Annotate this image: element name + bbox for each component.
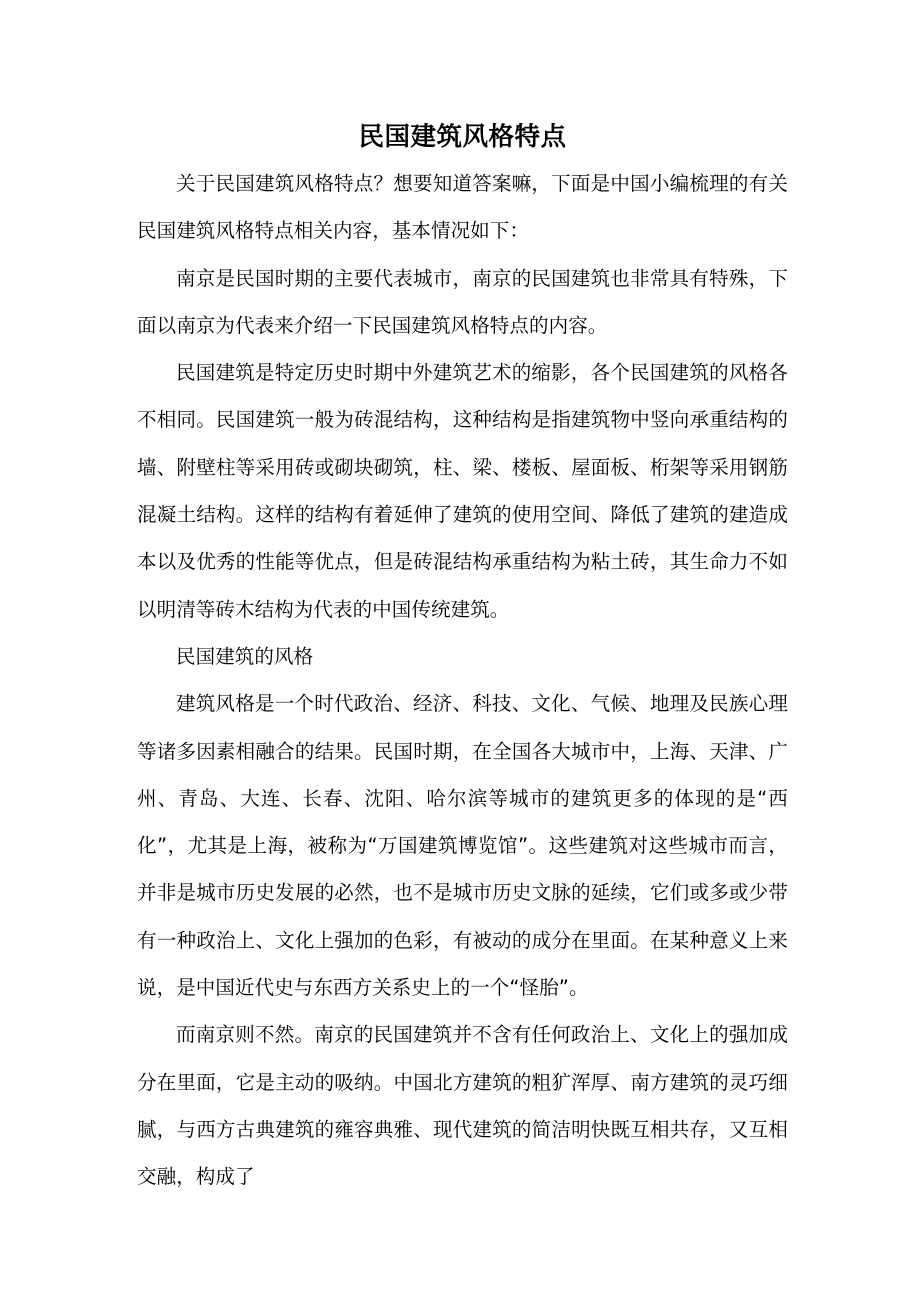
page-content-area [137,0,788,1302]
paragraph-style-factors-westernization: 建筑风格是一个时代政治、经济、科技、文化、气候、地理及民族心理等诸多因素相融合的结果。民国时期，在全国各大城市中，上海、天津、广州、青岛、大连、长春、沈阳、哈尔滨等城市的建筑更多的体现的是“西化”，尤其是上海，被称为“万国建筑博览馆”。这些建筑对这些城市而言，并非是城市历史发展的必然，也不是城市历史文脉的延续，它们或多或少带有一种政治上、文化上强加的色彩，有被动的成分在里面。在某种意义上来说，是中国近代史与东西方关系史上的一个“怪胎”。 [137,692,788,1000]
subheading-architecture-style: 民国建筑的风格 [176,644,314,668]
page-title: 民国建筑风格特点 [358,122,567,153]
paragraph-nanjing-representative: 南京是民国时期的主要代表城市，南京的民国建筑也非常具有特殊，下面以南京为代表来介绍一下民国建筑风格特点的内容。 [137,266,788,337]
paragraph-brick-concrete-structure: 民国建筑是特定历史时期中外建筑艺术的缩影，各个民国建筑的风格各不相同。民国建筑一般为砖混结构，这种结构是指建筑物中竖向承重结构的墙、附壁柱等采用砖或砌块砌筑，柱、梁、楼板、屋面板、桁架等采用钢筋混凝土结构。这样的结构有着延伸了建筑的使用空间、降低了建筑的建造成本以及优秀的性能等优点，但是砖混结构承重结构为粘土砖，其生命力不如以明清等砖木结构为代表的中国传统建筑。 [137,361,788,621]
document-body [137,160,788,1201]
paragraph-intro: 关于民国建筑风格特点？想要知道答案嘛，下面是中国小编梳理的有关民国建筑风格特点相关内容，基本情况如下： [137,172,788,243]
paragraph-nanjing-fusion: 而南京则不然。南京的民国建筑并不含有任何政治上、文化上的强加成分在里面，它是主动的吸纳。中国北方建筑的粗犷浑厚、南方建筑的灵巧细腻，与西方古典建筑的雍容典雅、现代建筑的简洁明快既互相共存，又互相交融，构成了 [137,1023,788,1189]
